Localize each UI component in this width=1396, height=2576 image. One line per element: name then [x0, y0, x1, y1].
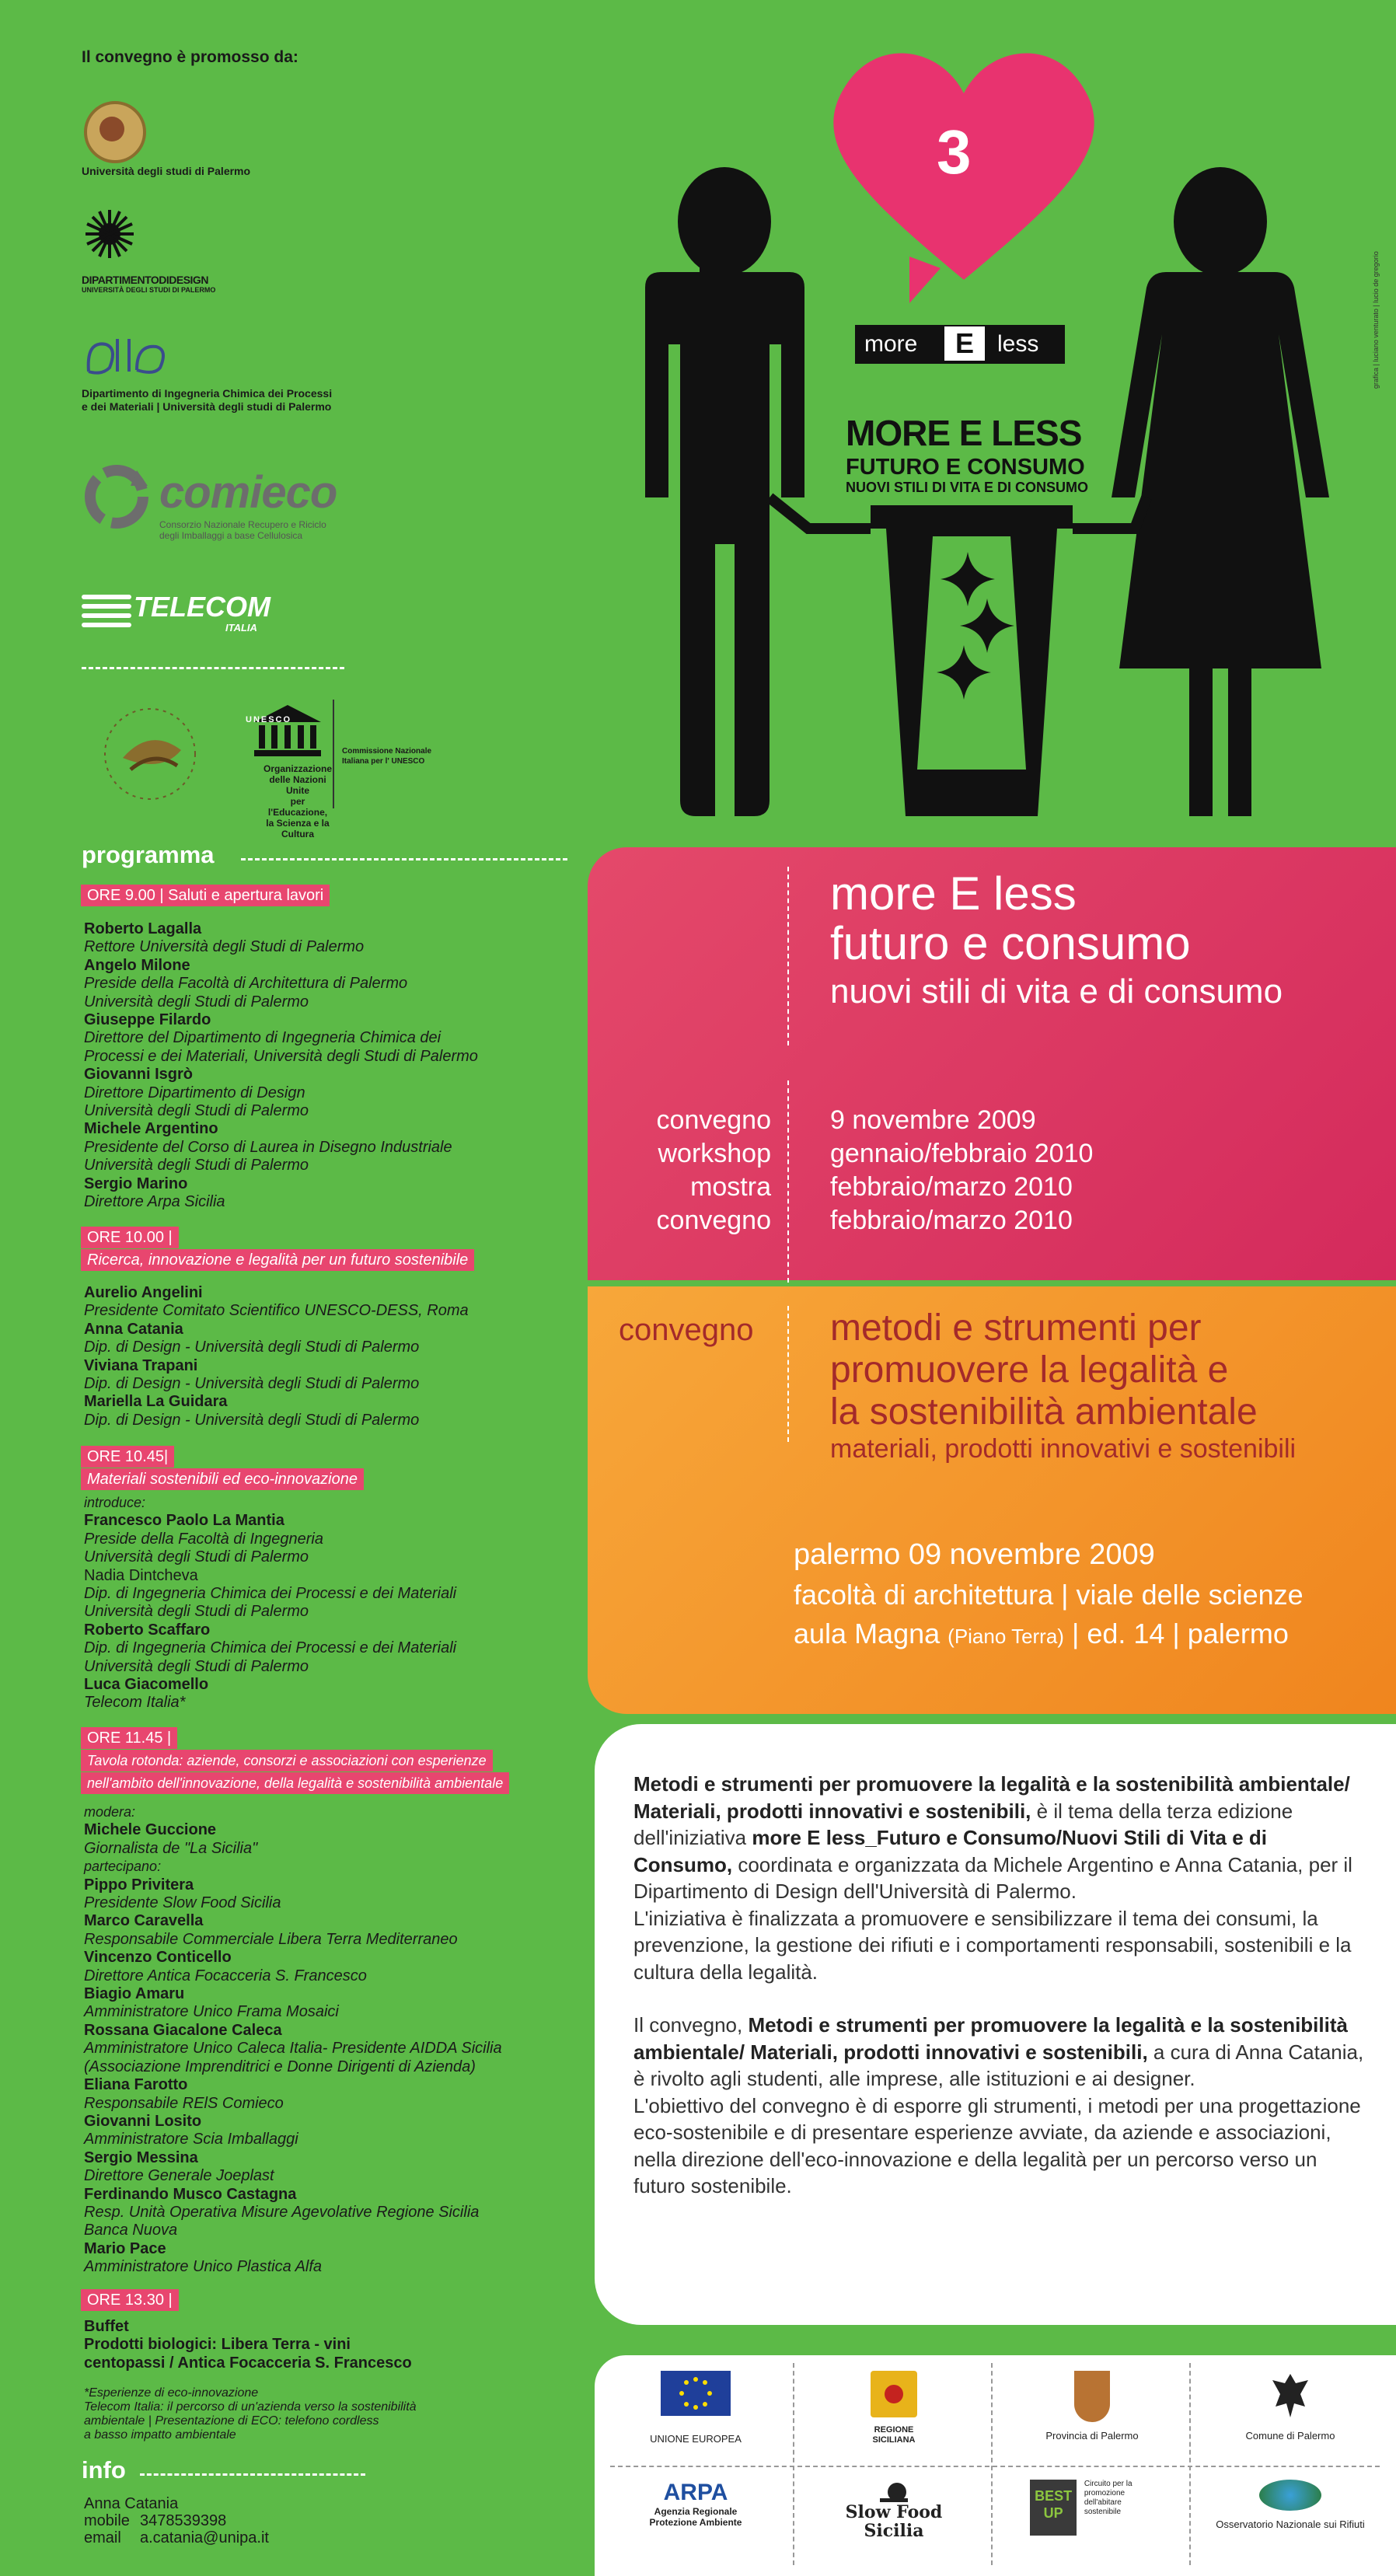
orange-panel — [588, 1286, 1396, 1714]
program-line: Resp. Unità Operativa Misure Agevolative Regione Sicilia — [84, 2203, 480, 2221]
programma-title: programma — [82, 841, 215, 868]
pink-events-dates: 9 novembre 2009 gennaio/febbraio 2010 febbraio/marzo 2010 febbraio/marzo 2010 — [830, 1105, 1094, 1235]
programma-dash — [241, 858, 567, 860]
design-dept-logo-icon — [84, 208, 135, 260]
program-line: Viviana Trapani — [84, 1356, 198, 1374]
orange-divider — [787, 1306, 789, 1442]
program-line: Pippo Privitera — [84, 1876, 194, 1894]
program-line: Preside della Facoltà di Ingegneria — [84, 1530, 323, 1548]
program-line: Processi e dei Materiali, Università degli Studi di Palermo — [84, 1047, 478, 1065]
snail-icon — [878, 2480, 909, 2503]
divider-dashed — [82, 667, 344, 669]
program-line: Angelo Milone — [84, 956, 190, 974]
pink-divider-top — [787, 867, 789, 1045]
program-line: Nadia Dintcheva — [84, 1566, 198, 1584]
dicpm-line2: e dei Materiali | Università degli studi di Palermo — [82, 400, 332, 413]
program-line: Amministratore Unico Plastica Alfa — [84, 2258, 323, 2276]
program-line: Responsabile RElS Comieco — [84, 2094, 284, 2112]
dicpm-line1: Dipartimento di Ingegneria Chimica dei Processi — [82, 387, 333, 400]
session-5-list — [84, 2318, 412, 2372]
telecom-name: TELECOM — [134, 591, 270, 623]
orange-date: palermo 09 novembre 2009 — [794, 1538, 1155, 1571]
pink-events-types: convegno workshop mostra convegno — [656, 1105, 771, 1235]
tag-1000: ORE 10.00 | Ricerca, innovazione e legalità per un futuro sostenibile — [81, 1227, 474, 1272]
unesco-temple-icon — [253, 703, 323, 758]
session-3-list — [84, 1494, 456, 1712]
more-e-less-bar: more E less — [855, 325, 1065, 364]
program-line: Sergio Messina — [84, 2148, 198, 2166]
info-dash — [140, 2473, 365, 2476]
program-line: Università degli Studi di Palermo — [84, 1102, 309, 1120]
logo-provincia: Provincia di Palermo — [995, 2371, 1189, 2464]
program-line: Dip. di Ingegneria Chimica dei Processi e dei Materiali — [84, 1585, 457, 1603]
promoted-by-heading: Il convegno è promosso da: — [82, 48, 298, 66]
pink-divider-bottom — [787, 1080, 789, 1283]
program-line: Ferdinando Musco Castagna — [84, 2185, 297, 2203]
program-line: Dip. di Design - Università degli Studi di Palermo — [84, 1411, 420, 1429]
program-line: Presidente Comitato Scientifico UNESCO-DESS, Roma — [84, 1302, 469, 1320]
program-line: Direttore Antica Focacceria S. Francesco — [84, 1967, 367, 1984]
program-line: Roberto Lagalla — [84, 920, 202, 937]
program-line: Giovanni Isgrò — [84, 1066, 194, 1084]
program-line: Rettore Università degli Studi di Palermo — [84, 938, 365, 956]
description-p3: Il convegno, Metodi e strumenti per promuovere la legalità e la sostenibilità ambientale/ Materiali, prodotti innovativi e sostenibili, a cura di Anna Catania, è rivolto agli studenti, alle imprese, alle istituzioni e ai designer. — [633, 2013, 1364, 2090]
program-line: Università degli Studi di Palermo — [84, 1548, 309, 1566]
poster-illustration — [575, 0, 1396, 847]
left-column — [0, 0, 575, 2576]
logo-regione: REGIONE SICILIANA — [797, 2371, 991, 2464]
program-line: Eliana Farotto — [84, 2076, 188, 2094]
trinacria-icon — [871, 2371, 917, 2417]
program-line: Telecom Italia* — [84, 1694, 186, 1712]
poster-big-sub1: FUTURO E CONSUMO — [846, 455, 1085, 480]
telecom-sub: ITALIA — [225, 622, 257, 634]
telecom-stripes-icon — [82, 593, 131, 627]
program-line: Luca Giacomello — [84, 1676, 209, 1694]
vertical-credit: grafica | luciano venturato | lucio de gregorio — [1372, 251, 1380, 389]
comieco-recycle-icon — [82, 462, 151, 531]
program-line: Responsabile Commerciale Libera Terra Mediterraneo — [84, 1930, 458, 1948]
info-title: info — [82, 2456, 126, 2484]
program-line: Mariella La Guidara — [84, 1393, 228, 1411]
program-line: Vincenzo Conticello — [84, 1949, 232, 1967]
comieco-sub: Consorzio Nazionale Recupero e Riciclo degli Imballaggi a base Cellulosica — [159, 519, 326, 541]
orange-title1: metodi e strumenti per — [830, 1307, 1202, 1349]
orange-subtitle: materiali, prodotti innovativi e sostenibili — [830, 1434, 1297, 1464]
sponsor-logos-panel — [595, 2355, 1396, 2576]
program-line: Presidente Slow Food Sicilia — [84, 1894, 281, 1912]
program-line: Amministratore Unico Caleca Italia- Presidente AIDDA Sicilia — [84, 2040, 502, 2058]
program-line: (Associazione Imprenditrici e Donne Dirigenti di Azienda) — [84, 2058, 476, 2075]
program-line: Dip. di Design - Università degli Studi di Palermo — [84, 1339, 420, 1356]
program-line: Banca Nuova — [84, 2222, 178, 2239]
program-line: Preside della Facoltà di Architettura di Palermo — [84, 975, 408, 993]
program-line: partecipano: — [84, 1859, 162, 1875]
program-line: modera: — [84, 1804, 136, 1820]
eagle-icon — [1271, 2371, 1310, 2421]
program-line: Dip. di Ingegneria Chimica dei Processi e dei Materiali — [84, 1639, 457, 1657]
program-line: Francesco Paolo La Mantia — [84, 1512, 284, 1530]
program-line: Amministratore Scia Imballaggi — [84, 2131, 298, 2148]
program-line: Direttore Arpa Sicilia — [84, 1193, 225, 1211]
globe-icon — [1259, 2480, 1321, 2511]
provincia-crest-icon — [1074, 2371, 1110, 2422]
program-line: Rossana Giacalone Caleca — [84, 2021, 282, 2039]
unesco-label: UNESCO — [246, 715, 292, 724]
poster-big-sub2: NUOVI STILI DI VITA E DI CONSUMO — [846, 480, 1089, 495]
design-dept-name: DIPARTIMENTODIDESIGN — [82, 274, 208, 286]
program-line: centopassi / Antica Focacceria S. Francesco — [84, 2354, 412, 2372]
logo-osservatorio: Osservatorio Nazionale sui Rifiuti — [1193, 2480, 1387, 2573]
description-panel — [595, 1724, 1396, 2325]
orange-label: convegno — [619, 1313, 754, 1347]
eu-flag-icon — [661, 2371, 731, 2416]
tag-0900: ORE 9.00 | Saluti e apertura lavori — [81, 885, 330, 906]
program-line: Michele Guccione — [84, 1821, 217, 1839]
logo-arpa: ARPA Agenzia Regionale Protezione Ambiente — [649, 2480, 742, 2528]
dicpm-logo-icon — [82, 333, 172, 379]
comieco-name: comieco — [159, 467, 337, 518]
pink-panel — [588, 847, 1396, 1280]
logo-ue: UNIONE EUROPEA — [599, 2371, 793, 2464]
orange-place1: facoltà di architettura | viale delle scienze — [794, 1579, 1304, 1611]
description-text — [633, 1771, 1364, 2200]
program-line: Roberto Scaffaro — [84, 1621, 211, 1639]
program-line: Giovanni Losito — [84, 2112, 202, 2130]
poster-big-title: MORE E LESS — [846, 413, 1082, 453]
program-line: Sergio Marino — [84, 1175, 188, 1192]
unesco-divider — [333, 700, 334, 808]
program-line: introduce: — [84, 1495, 146, 1510]
description-p4: L'obiettivo del convegno è di esporre gli strumenti, i metodi per una progettazione eco-sostenibile e di presentare esperienze avviate, da aziende e associazioni, nella direzione dell'eco-innovazione e della legalità per un percorso verso un futuro sostenibile. — [633, 2093, 1361, 2197]
program-line: Mario Pace — [84, 2239, 166, 2257]
program-line: Giuseppe Filardo — [84, 1011, 211, 1029]
heart-number: 3 — [937, 117, 972, 187]
university-seal-icon — [84, 101, 146, 163]
program-line: Direttore del Dipartimento di Ingegneria Chimica dei — [84, 1029, 441, 1047]
info-email[interactable]: a.catania@unipa.it — [140, 2529, 269, 2546]
info-contact: Anna Catania mobile 3478539398 email a.catania@unipa.it — [84, 2495, 269, 2546]
orange-title3: la sostenibilità ambientale — [830, 1391, 1258, 1433]
session-2-list — [84, 1284, 469, 1429]
program-line: Direttore Generale Joeplast — [84, 2167, 274, 2185]
program-line: Biagio Amaru — [84, 1985, 185, 2003]
orange-place2: aula Magna (Piano Terra) | ed. 14 | palermo — [794, 1618, 1289, 1649]
tag-1145: ORE 11.45 | Tavola rotonda: aziende, consorzi e associazioni con esperienze nell'ambito dell'innovazione, della legalità e sostenibilità ambientale — [81, 1727, 509, 1795]
program-line: Direttore Dipartimento di Design — [84, 1084, 305, 1101]
footnote: *Esperienze di eco-innovazione Telecom Italia: il percorso di un'azienda verso la sostenibilità ambientale | Presentazione di ECO: telefono cordless a basso impatto ambientale — [84, 2386, 417, 2442]
program-line: Università degli Studi di Palermo — [84, 1603, 309, 1621]
program-line: Aurelio Angelini — [84, 1284, 203, 1301]
logo-comune: Comune di Palermo — [1193, 2371, 1387, 2464]
design-dept-sub: UNIVERSITÀ DEGLI STUDI DI PALERMO — [82, 286, 216, 294]
unesco-caption: Organizzazione delle Nazioni Unite per l'Educazione, la Scienza e la Cultura — [263, 763, 332, 839]
program-line: Presidente del Corso di Laurea in Disegno Industriale — [84, 1138, 452, 1156]
pink-title2: futuro e consumo — [830, 917, 1191, 969]
decade-edu-logo-icon — [92, 703, 208, 805]
tag-1045: ORE 10.45| Materiali sostenibili ed eco-innovazione — [81, 1446, 364, 1491]
program-line: Dip. di Design - Università degli Studi di Palermo — [84, 1375, 420, 1393]
program-line: Michele Argentino — [84, 1120, 218, 1138]
program-line: Buffet — [84, 2318, 129, 2335]
logo-slowfood: Slow Food Sicilia — [797, 2480, 991, 2573]
program-line: Prodotti biologici: Libera Terra - vini — [84, 2336, 351, 2354]
info-mobile[interactable]: 3478539398 — [140, 2512, 227, 2529]
description-p2: L'iniziativa è finalizzata a promuovere e sensibilizzare il tema dei consumi, la prevenzione, la gestione dei rifiuti e i comportamenti responsabili, sostenibili e la cultura della legalità. — [633, 1906, 1352, 1984]
pink-subtitle: nuovi stili di vita e di consumo — [830, 972, 1283, 1011]
logo-bestup: BEST UP Circuito per la promozione dell'abitare sostenibile — [995, 2480, 1189, 2573]
tag-1330: ORE 13.30 | — [81, 2289, 179, 2311]
commissione-caption: Commissione Nazionale Italiana per l' UNESCO — [342, 747, 432, 766]
program-line: Università degli Studi di Palermo — [84, 993, 309, 1011]
program-line: Università degli Studi di Palermo — [84, 1157, 309, 1175]
pink-title1: more E less — [830, 867, 1077, 920]
program-line: Università degli Studi di Palermo — [84, 1657, 309, 1675]
unipa-caption: Università degli studi di Palermo — [82, 165, 251, 177]
program-line: Amministratore Unico Frama Mosaici — [84, 2003, 339, 2021]
info-name: Anna Catania — [84, 2495, 179, 2512]
program-line: Giornalista de "La Sicilia" — [84, 1839, 258, 1857]
orange-title2: promuovere la legalità e — [830, 1349, 1229, 1391]
session-1-list — [84, 920, 478, 1212]
description-p1: Metodi e strumenti per promuovere la legalità e la sostenibilità ambientale/ Materiali, prodotti innovativi e sostenibili, è il tema della terza edizione dell'iniziativa more E less_Futuro e Consumo/Nuovi Stili di Vita e di Consumo, coordinata e organizzata da Michele Argentino e Anna Catania, per il Dipartimento di Design dell'Università di Palermo. — [633, 1772, 1352, 1903]
program-line: Anna Catania — [84, 1320, 183, 1338]
program-line: Marco Caravella — [84, 1912, 204, 1930]
session-4-list — [84, 1803, 502, 2277]
